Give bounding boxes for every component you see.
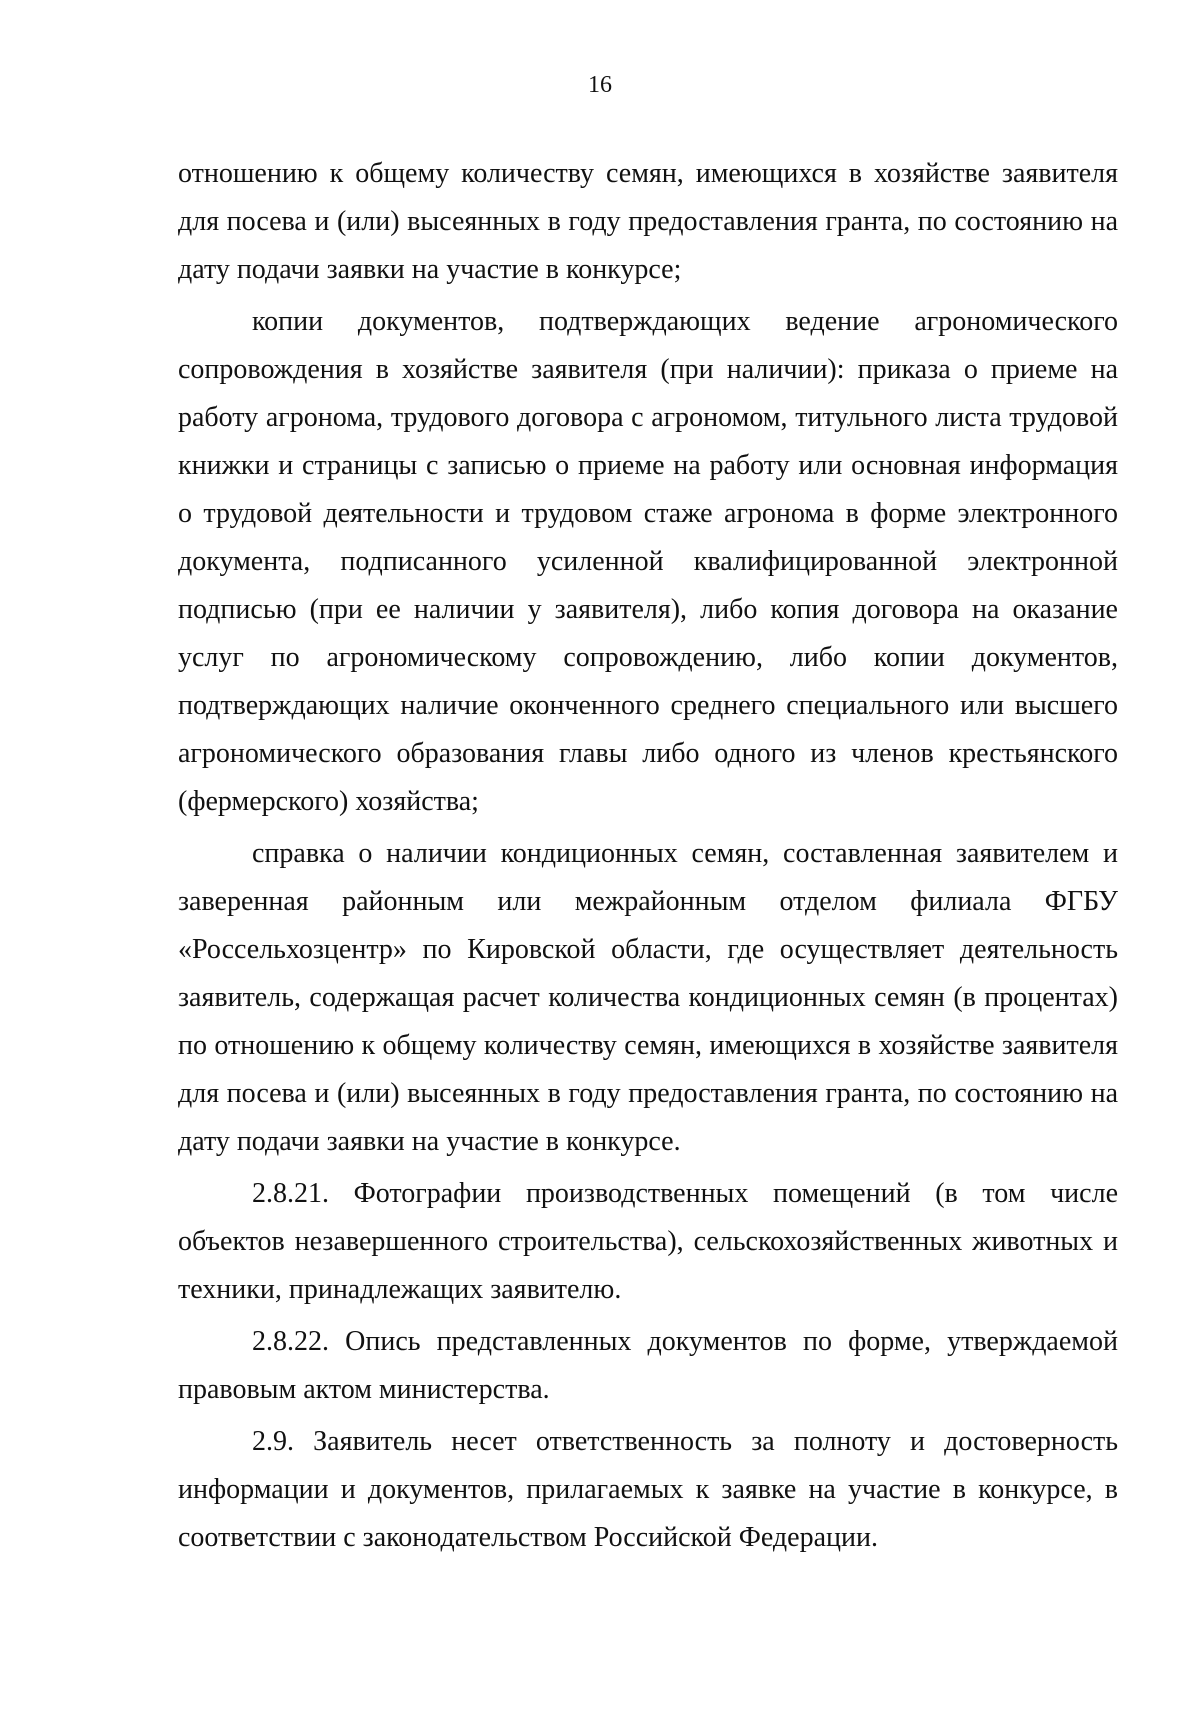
paragraph-2-8-22: 2.8.22. Опись представленных документов по форме, утверждаемой правовым актом министерства. (178, 1326, 1118, 1405)
paragraph-agronomist-documents: копии документов, подтверждающих ведение агрономического сопровождения в хозяйстве заявителя (при наличии): приказа о приеме на работу агронома, трудового договора с агрономом, титульного листа трудовой книжки и страницы с записью о приеме на работу или основная информация о трудовой деятельности и трудовом стаже агронома в форме электронного документа, подписанного усиленной квалифицированной электронной подписью (при ее наличии у заявителя), либо копия договора на оказание услуг по агрономическому сопровождению, либо копии документов, подтверждающих наличие оконченного среднего специального или высшего агрономического образования главы либо одного из членов крестьянского (фермерского) хозяйства; (178, 306, 1118, 817)
paragraph-2-8-21: 2.8.21. Фотографии производственных помещений (в том числе объектов незавершенного строительства), сельскохозяйственных животных и техники, принадлежащих заявителю. (178, 1178, 1118, 1305)
paragraph-continuation: отношению к общему количеству семян, имеющихся в хозяйстве заявителя для посева и (или) высеянных в году предоставления гранта, по состоянию на дату подачи заявки на участие в конкурсе; (178, 158, 1118, 285)
paragraph-seed-certificate: справка о наличии кондиционных семян, составленная заявителем и заверенная районным или межрайонным отделом филиала ФГБУ «Россельхозцентр» по Кировской области, где осуществляет деятельность заявитель, содержащая расчет количества кондиционных семян (в процентах) по отношению к общему количеству семян, имеющихся в хозяйстве заявителя для посева и (или) высеянных в году предоставления гранта, по состоянию на дату подачи заявки на участие в конкурсе. (178, 838, 1118, 1157)
paragraph-2-9: 2.9. Заявитель несет ответственность за полноту и достоверность информации и документов, прилагаемых к заявке на участие в конкурсе, в соответствии с законодательством Российской Федерации. (178, 1426, 1118, 1553)
page-number: 16 (588, 72, 612, 98)
document-body (178, 150, 1118, 1562)
